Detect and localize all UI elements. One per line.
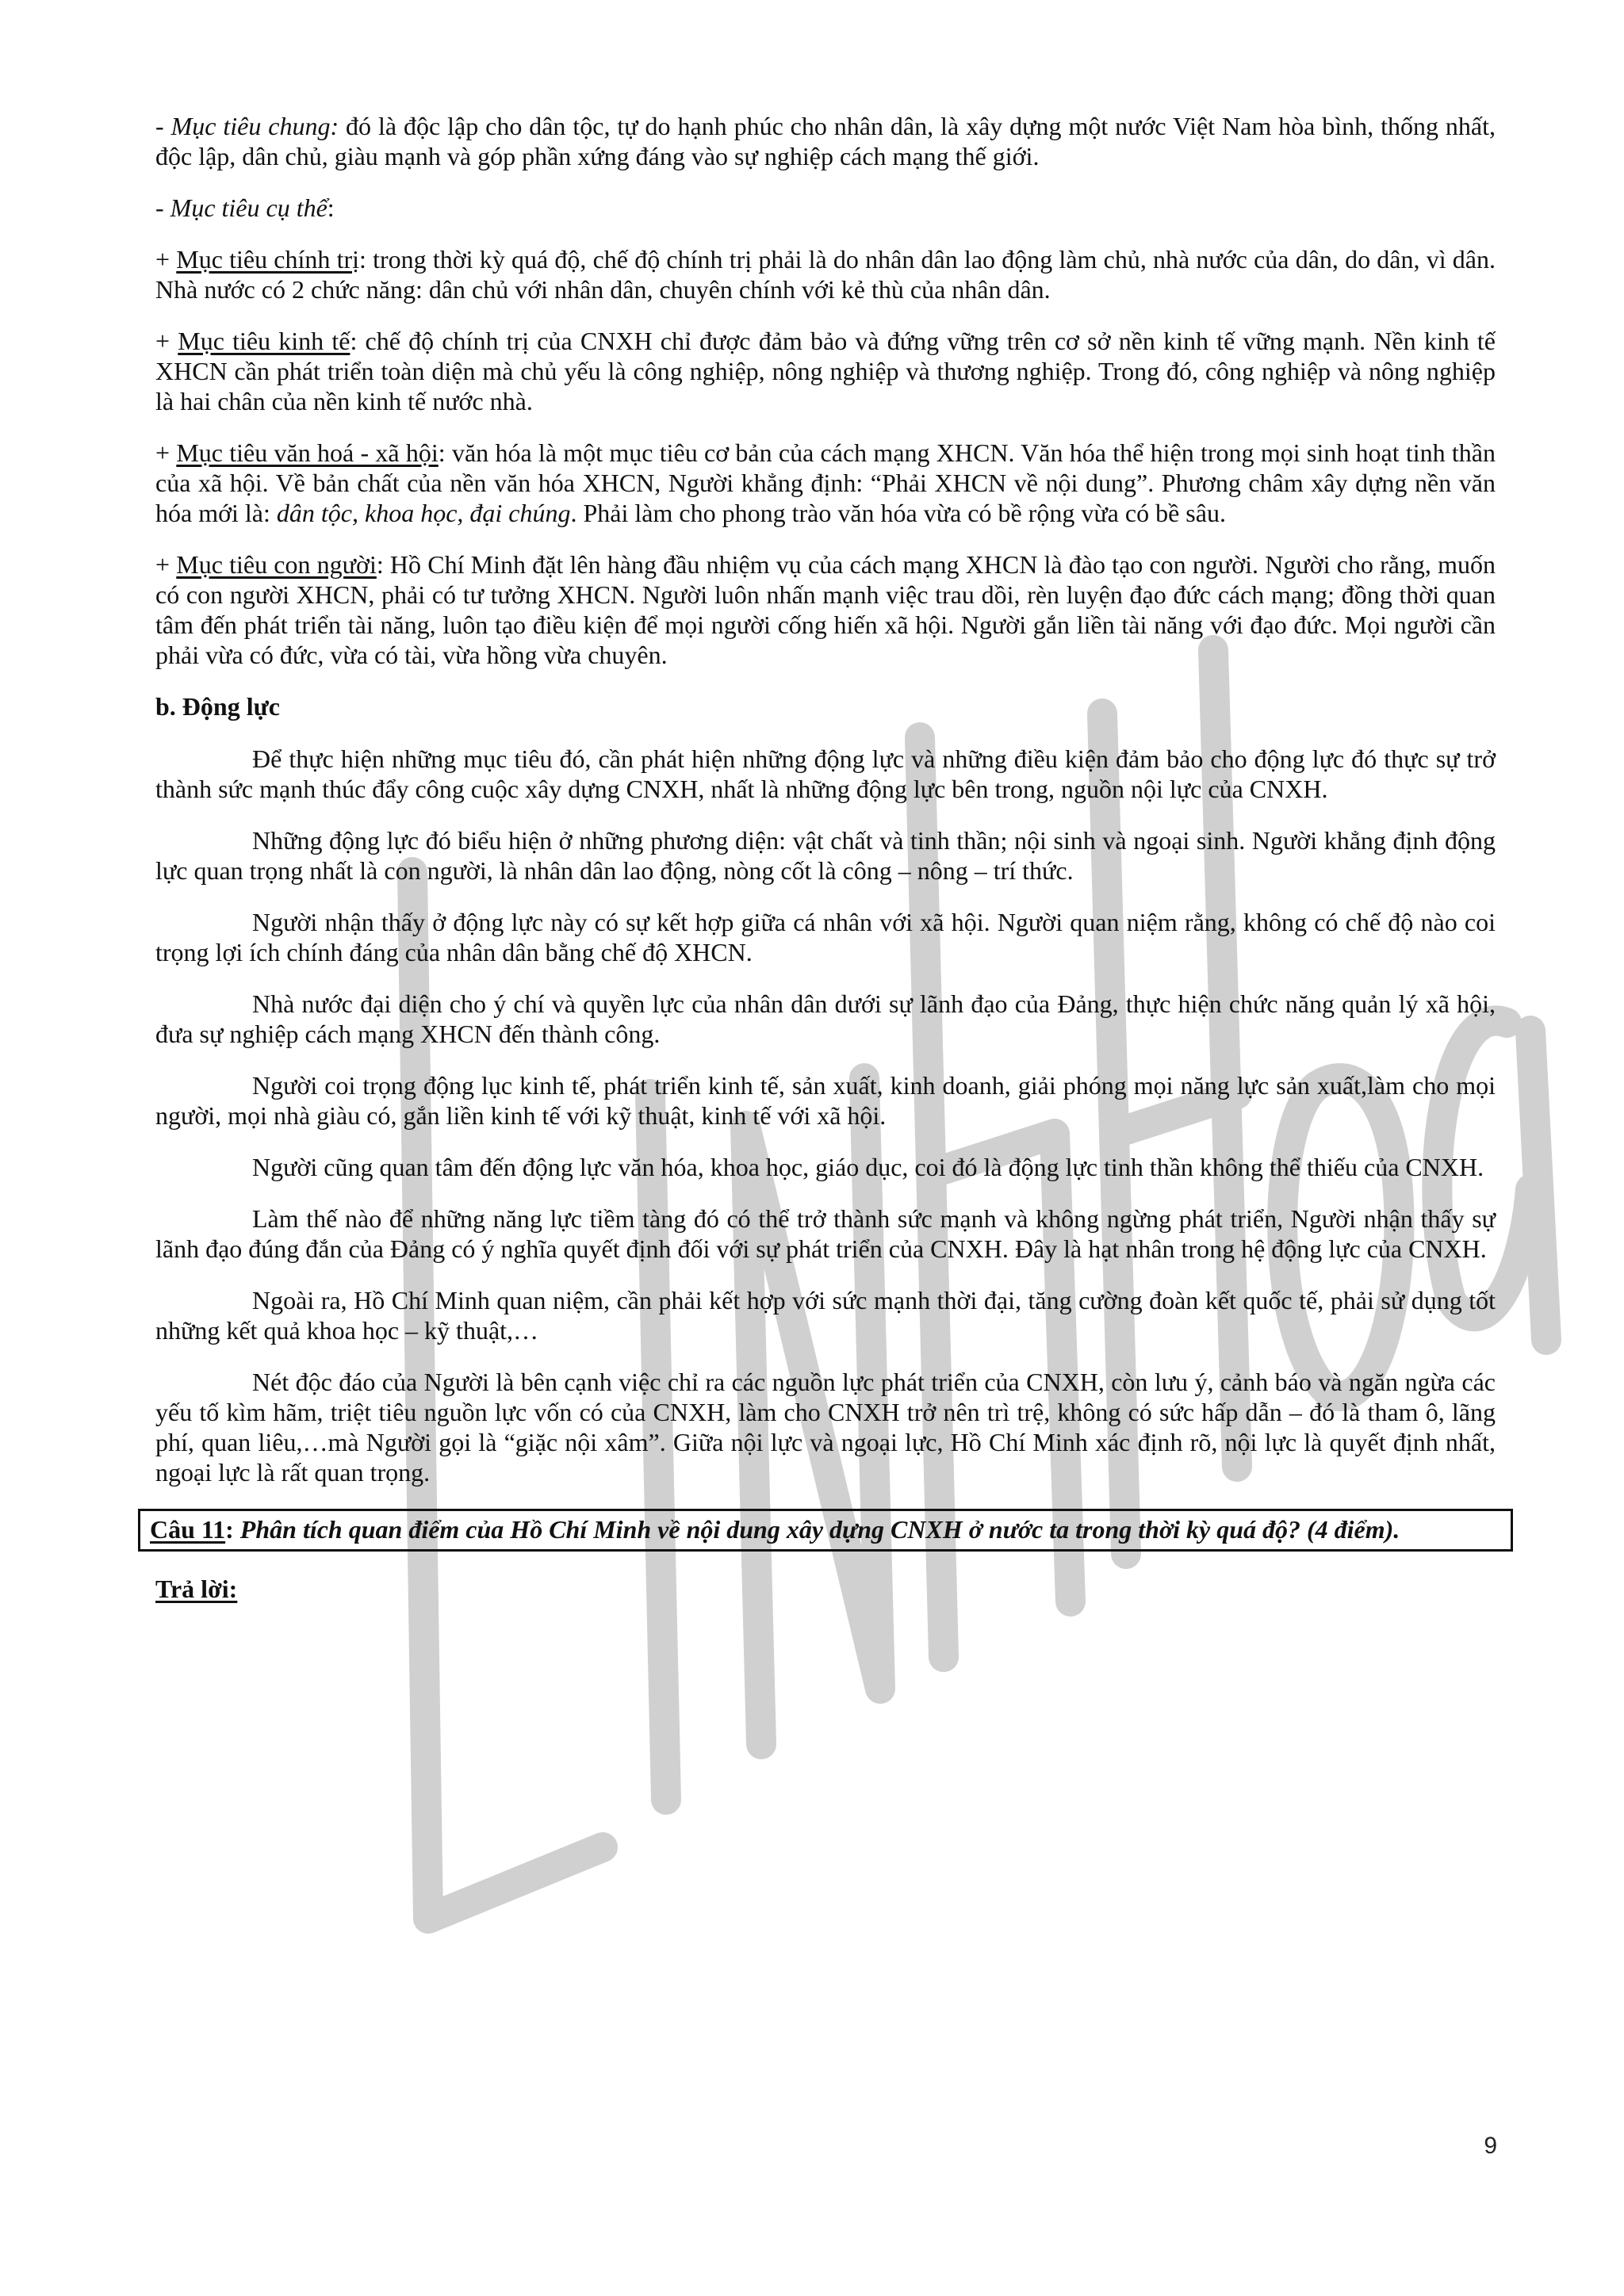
cultural-motto: dân tộc, khoa học, đại chúng [276, 499, 571, 527]
motivation-paragraph: Làm thế nào để những năng lực tiềm tàng đó có thể trở thành sức mạnh và không ngừng phát triển, Người nhận thấy sự lãnh đạo đúng đắn của Đảng có ý nghĩa quyết định đối với sự phát triển của CNXH. Đây là hạt nhân trong hệ động lực của CNXH. [155, 1204, 1496, 1263]
cultural-goal-paragraph [155, 438, 1496, 528]
specific-goal-heading [155, 193, 1496, 223]
economic-goal-prefix: + [155, 327, 178, 355]
general-goal-text: đó là độc lập cho dân tộc, tự do hạnh phúc cho nhân dân, là xây dựng một nước Việt Nam hòa bình, thống nhất, độc lập, dân chủ, giàu mạnh và góp phần xứng đáng vào sự nghiệp cách mạng thế giới. [155, 112, 1496, 170]
cultural-goal-prefix: + [155, 438, 177, 467]
human-goal-prefix: + [155, 550, 177, 579]
political-goal-prefix: + [155, 245, 177, 274]
answer-label-text: Trả lời: [155, 1575, 238, 1603]
motivation-paragraph: Những động lực đó biểu hiện ở những phương diện: vật chất và tinh thần; nội sinh và ngoại sinh. Người khẳng định động lực quan trọng nhất là con người, là nhân dân lao động, nòng cốt là công – nông – trí thức. [155, 826, 1496, 885]
general-goal-paragraph [155, 111, 1496, 171]
economic-goal-text: : chế độ chính trị của CNXH chỉ được đảm bảo và đứng vững trên cơ sở nền kinh tế vững mạnh. Nền kinh tế XHCN cần phát triển toàn diện mà chủ yếu là công nghiệp, nông nghiệp và thương nghiệp. Trong đó, công nghiệp và nông nghiệp là hai chân của nền kinh tế nước nhà. [155, 327, 1496, 415]
motivation-paragraph: Ngoài ra, Hồ Chí Minh quan niệm, cần phải kết hợp với sức mạnh thời đại, tăng cường đoàn kết quốc tế, phải sử dụng tốt những kết quả khoa học – kỹ thuật,… [155, 1286, 1496, 1345]
question-label: Câu 11 [150, 1515, 226, 1544]
cultural-goal-label: Mục tiêu văn hoá - xã hội [176, 438, 439, 467]
motivation-paragraph: Nhà nước đại diện cho ý chí và quyền lực của nhân dân dưới sự lãnh đạo của Đảng, thực hiện chức năng quản lý xã hội, đưa sự nghiệp cách mạng XHCN đến thành công. [155, 989, 1496, 1048]
cultural-goal-text-before: : văn hóa là một mục tiêu cơ bản của cách mạng XHCN. Văn hóa thể hiện trong mọi sinh hoạt tinh thần của xã hội. Về bản chất của nền văn hóa XHCN, Người khẳng định: “Phải XHCN về nội dung”. Phương châm xây dựng nền văn hóa mới là: [155, 438, 1496, 527]
specific-goal-prefix: - [155, 193, 170, 222]
page-number: 9 [1484, 2133, 1497, 2159]
cultural-goal-text-after: . Phải làm cho phong trào văn hóa vừa có bề rộng vừa có bề sâu. [570, 499, 1226, 527]
economic-goal-paragraph [155, 326, 1496, 416]
political-goal-paragraph [155, 244, 1496, 304]
motivation-paragraph: Để thực hiện những mục tiêu đó, cần phát hiện những động lực và những điều kiện đảm bảo cho động lực đó thực sự trở thành sức mạnh thúc đẩy công cuộc xây dựng CNXH, nhất là những động lực bên trong, nguồn nội lực của CNXH. [155, 744, 1496, 803]
general-goal-label: - Mục tiêu chung: [155, 112, 339, 140]
question-box [138, 1509, 1513, 1552]
specific-goal-suffix: : [327, 193, 335, 222]
motivation-paragraph: Người nhận thấy ở động lực này có sự kết hợp giữa cá nhân với xã hội. Người quan niệm rằng, không có chế độ nào coi trọng lợi ích chính đáng của nhân dân bằng chế độ XHCN. [155, 908, 1496, 966]
human-goal-text: : Hồ Chí Minh đặt lên hàng đầu nhiệm vụ của cách mạng XHCN là đào tạo con người. Người cho rằng, muốn có con người XHCN, phải có tư tưởng XHCN. Người luôn nhấn mạnh việc trau dồi, rèn luyện đạo đức cách mạng; đồng thời quan tâm đến phát triển tài năng, luôn tạo điều kiện để mọi người cống hiến xã hội. Người gắn liền tài năng với đạo đức. Mọi người cần phải vừa có đức, vừa có tài, vừa hồng vừa chuyên. [155, 550, 1496, 669]
human-goal-paragraph [155, 549, 1496, 670]
motivation-paragraph: Nét độc đáo của Người là bên cạnh việc chỉ ra các nguồn lực phát triển của CNXH, còn lưu ý, cảnh báo và ngăn ngừa các yếu tố kìm hãm, triệt tiêu nguồn lực vốn có của CNXH, làm cho CNXH trở nên trì trệ, không có sức hấp dẫn – đó là tham ô, lãng phí, quan liêu,…mà Người gọi là “giặc nội xâm”. Giữa nội lực và ngoại lực, Hồ Chí Minh xác định rõ, nội lực là quyết định nhất, ngoại lực là rất quan trọng. [155, 1368, 1496, 1487]
motivation-paragraph: Người cũng quan tâm đến động lực văn hóa, khoa học, giáo dục, coi đó là động lực tinh thần không thể thiếu của CNXH. [252, 1153, 1484, 1181]
human-goal-label: Mục tiêu con người [176, 550, 377, 579]
political-goal-label: Mục tiêu chính trị [176, 245, 360, 274]
political-goal-text: : trong thời kỳ quá độ, chế độ chính trị phải là do nhân dân lao động làm chủ, nhà nước của dân, do dân, vì dân. Nhà nước có 2 chức năng: dân chủ với nhân dân, chuyên chính với kẻ thù của nhân dân. [155, 245, 1496, 304]
motivation-paragraph: Người coi trọng động lục kinh tế, phát triển kinh tế, sản xuất, kinh doanh, giải phóng mọi năng lực sản xuất,làm cho mọi người, mọi nhà giàu có, gắn liền kinh tế với kỹ thuật, kinh tế với xã hội. [155, 1071, 1496, 1130]
question-colon: : [225, 1515, 240, 1544]
motivation-heading: b. Động lực [155, 692, 280, 721]
specific-goal-label: Mục tiêu cụ thể [170, 193, 327, 222]
page-content [150, 111, 1496, 1604]
answer-label [155, 1574, 1496, 1604]
economic-goal-label: Mục tiêu kinh tế [178, 327, 350, 355]
question-text: Phân tích quan điểm của Hồ Chí Minh về nội dung xây dựng CNXH ở nước ta trong thời kỳ quá độ? (4 điểm). [239, 1515, 1400, 1544]
